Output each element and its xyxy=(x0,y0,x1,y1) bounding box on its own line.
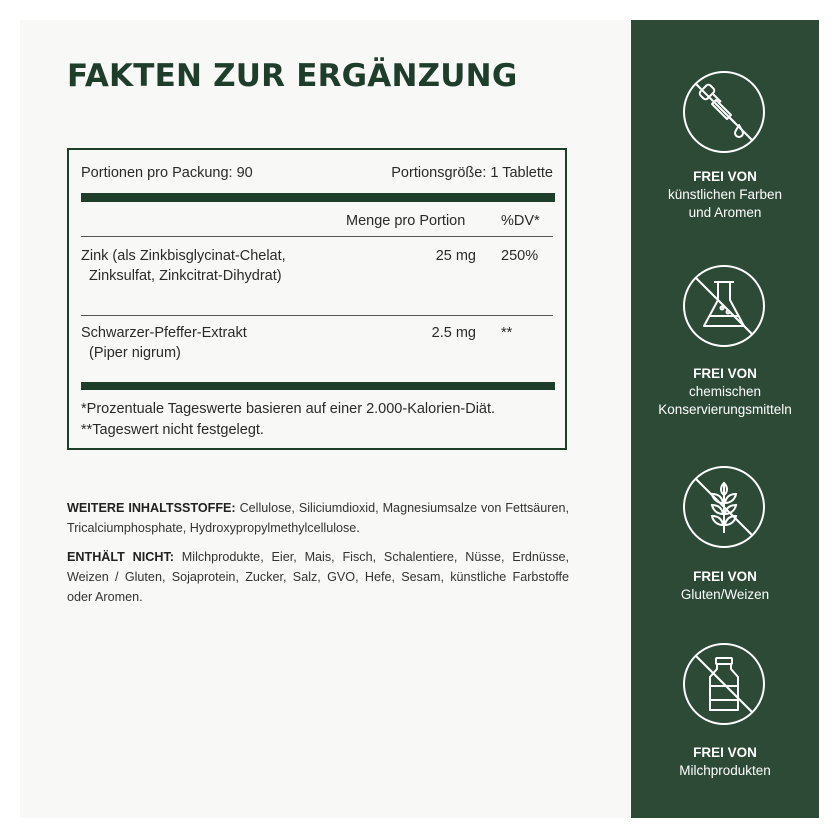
no-wheat-icon xyxy=(682,465,766,549)
thick-divider xyxy=(81,382,555,390)
other-ingredients xyxy=(67,498,569,538)
badge-text: Konservierungsmitteln xyxy=(658,402,792,417)
thick-divider xyxy=(81,193,555,202)
nutrient-dv: 250% xyxy=(501,248,539,264)
badge-title: FREI VON xyxy=(693,569,757,584)
nutrient-name: Zink (als Zinkbisglycinat-Chelat, xyxy=(81,248,286,264)
badge-text: und Aromen xyxy=(688,205,762,220)
column-amount-header: Menge pro Portion xyxy=(346,213,466,229)
badge-title: FREI VON xyxy=(693,366,757,381)
badge-text: künstlichen Farben xyxy=(667,187,783,202)
footnote-dv: *Prozentuale Tageswerte basieren auf einer 2.000-Kalorien-Diät. xyxy=(81,401,496,417)
badge-title: FREI VON xyxy=(693,169,757,184)
no-dropper-icon xyxy=(682,70,766,154)
contains-not-label: ENTHÄLT NICHT: xyxy=(67,550,174,564)
supplement-facts-table xyxy=(67,148,567,450)
other-ingredients-label: WEITERE INHALTSSTOFFE: xyxy=(67,501,236,515)
contains-not-text: Milchprodukte, Eier, Mais, Fisch, Schalentiere, Nüsse, Erdnüsse, Weizen / Gluten, Sojaprotein, Zucker, Salz, GVO, Hefe, Sesam, künstliche Farbstoffe oder Aromen. xyxy=(67,550,570,604)
no-flask-icon xyxy=(682,264,766,348)
badge-text: Milchprodukten xyxy=(679,763,771,778)
nutrient-name-cont: Zinksulfat, Zinkcitrat-Dihydrat) xyxy=(89,268,282,284)
badge-title: FREI VON xyxy=(693,745,757,760)
column-dv-header: %DV* xyxy=(501,213,540,229)
nutrient-amount: 2.5 mg xyxy=(431,325,476,341)
nutrient-name-cont: (Piper nigrum) xyxy=(89,345,181,361)
page-title: FAKTEN ZUR ERGÄNZUNG xyxy=(67,58,518,94)
servings-per-pack: Portionen pro Packung: 90 xyxy=(81,165,253,181)
nutrient-dv: ** xyxy=(501,325,513,341)
badge-gluten-free xyxy=(631,420,819,620)
serving-size: Portionsgröße: 1 Tablette xyxy=(391,165,553,181)
contains-not xyxy=(67,547,569,607)
badge-no-preservatives xyxy=(631,220,819,420)
no-milk-bottle-icon xyxy=(682,642,766,726)
badge-dairy-free xyxy=(631,620,819,818)
other-ingredients-text: Cellulose, Siliciumdioxid, Magnesiumsalze von Fettsäuren, Tricalciumphosphate, Hydroxypropylmethylcellulose. xyxy=(67,501,569,535)
badge-text: chemischen xyxy=(688,384,762,399)
divider xyxy=(81,315,553,316)
badge-text: Gluten/Weizen xyxy=(680,587,770,602)
nutrient-amount: 25 mg xyxy=(435,248,476,264)
badge-no-artificial-colors xyxy=(631,20,819,220)
divider xyxy=(81,236,553,237)
footnote-not-established: **Tageswert nicht festgelegt. xyxy=(81,422,264,438)
nutrient-name: Schwarzer-Pfeffer-Extrakt xyxy=(81,325,247,341)
